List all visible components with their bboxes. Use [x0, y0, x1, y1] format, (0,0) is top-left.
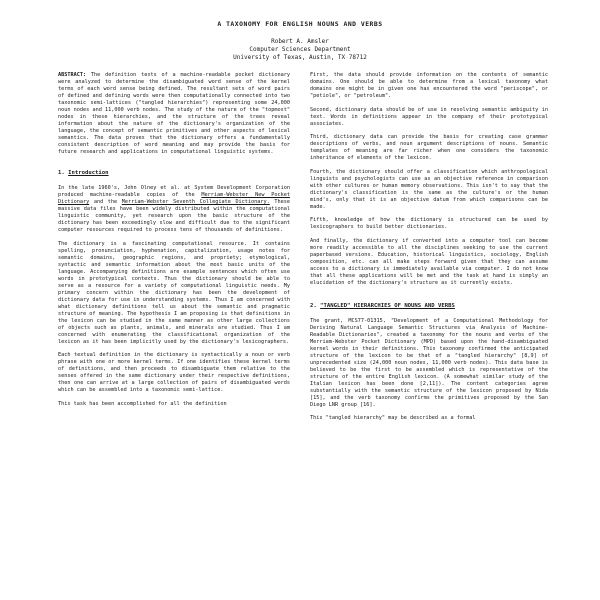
intro-paragraph-3: Each textual definition in the dictionary is syntactically a noun or verb phrase with one or more kernel terms. If one identifies these kernel terms of definitions, and then proceeds to disambiguate them relative to the senses offered in the same dictionary under their respective definitions, then one can arrive at a large collection of pairs of disambiguated words which can be assembled into a taxonomic semi-lattice.: [58, 352, 290, 393]
right-paragraph-2: Second, dictionary data should be of use in resolving semantic ambiguity in text. Words in definitions appear in the company of their prototypical associates.: [310, 106, 548, 127]
abstract-paragraph: [58, 72, 290, 156]
author-name: Robert A. Amsler: [271, 38, 329, 45]
right-column: [310, 72, 548, 429]
section-title: "TANGLED" HIERARCHIES OF NOUNS AND VERBS: [320, 302, 455, 309]
right-paragraph-6: And finally, the dictionary if converted into a computer tool can become more readily accessible to all the disciplines seeking to use the current paperbased versions. Education, historical linguistics, sociology, English composition, etc. can all make steps forward given that they can assume access to a dictionary is immediately available via computer. I do not know that all these applications will be met and the task at hand is simply an elucidation of the dictionary's structure as it currently exists.: [310, 237, 548, 286]
text-run: and the: [93, 199, 118, 205]
abstract-label: ABSTRACT:: [58, 72, 87, 78]
right-paragraph-4: Fourth, the dictionary should offer a classification which anthropological linguists and psychologists can use as an objective reference in comparison with other cultures or human memory observations. This isn't to say that the dictionary's classification is the same as the culture's or the human mind's, only that it is an objective datum from which comparisons can be made.: [310, 168, 548, 210]
section-heading-introduction: [58, 170, 290, 177]
intro-paragraph-4: This task has been accomplished for all the definition: [58, 400, 227, 407]
intro-paragraph-2: The dictionary is a fascinating computational resource. It contains spelling, pronunciation, hyphenation, capitalization, usage notes for semantic domains, geographic regions, and propriety; etymological, syntactic and semantic information about the most basic units of the language. Accompanying definitions are example sentences which often use words in prototypical contexts. Thus the dictionary should be able to serve as a resource for a variety of computational linguistic needs. My primary concern within the dictionary has been the development of dictionary data for use in understanding systems. Thus I am concerned with what dictionary definitions tell us about the semantic and pragmatic structure of meaning. The hypothesis I am proposing is that definitions in the lexicon can be studied in the same manner as other large collections of objects such as plants, animals, and minerals are studied. Thus I am concerned with enumerating the classificational organization of the lexicon as it has been implicitly used by the dictionary's lexicographers.: [58, 240, 290, 345]
right-paragraph-3: Third, dictionary data can provide the basis for creating case grammar descriptions of verbs, and noun argument descriptions of nouns. Semantic templates of meaning are far richer when one considers the taxonomic inheritance of elements of the lexicon.: [310, 134, 548, 161]
book-title: Merriam-Webster New Pocket Dictionary: [58, 192, 291, 205]
section-number: 2.: [310, 302, 317, 309]
right-paragraph-1: First, the data should provide information on the contents of semantic domains. One should be able to determine from a lexical taxonomy what domains one might be in given one has encountered the word "periscope", or "petiole", or "petroleum".: [310, 72, 548, 99]
author-affiliation: University of Texas, Austin, TX 78712: [233, 54, 367, 61]
paper-title: A TAXONOMY FOR ENGLISH NOUNS AND VERBS: [217, 20, 383, 28]
book-title: Merriam-Webster Seventh Collegiate Dictionary.: [121, 199, 270, 205]
section2-paragraph-2: This "tangled hierarchy" may be described as a formal: [310, 415, 476, 421]
text-run: These massive data files have been widely distributed within the computational linguistic community, yet research upon the basic structure of the dictionary has been exceedingly slow and difficult due to the significant computer resources required to process tens of thousands of definitions.: [58, 199, 291, 233]
right-paragraph-5: Fifth, knowledge of how the dictionary is structured can be used by lexicographers to build better dictionaries.: [310, 217, 548, 230]
left-column: [58, 72, 290, 414]
intro-paragraph-1: [58, 185, 290, 234]
author-department: Computer Sciences Department: [249, 46, 351, 53]
section2-paragraph-1: The grant, MCS77-01315, "Development of a Computational Methodology for Deriving Natural Language Semantic Structures via Analysis of Machine-Readable Dictionaries", created a taxonomy for the nouns and verbs of the Merriam-Webster Pocket Dictionary (MPD) based upon the hand-disambiguated kernel words in their definitions. This taxonomy confirmed the anticipated structure of the lexicon to be that of a "tangled hierarchy" [8,9] of unprecedented size (24,000 noun nodes, 11,000 verb nodes). This data base is believed to be the first to be assembled which is representative of the structure of the entire English lexicon. (A somewhat similar study of the Italian lexicon has been done [2,11]). The content categories agree substantially with the semantic structure of the lexicon proposed by Nida [15], and the verb taxonomy confirms the primitives proposed by the San Diego LNR group [16].: [310, 317, 548, 408]
section-number: 1.: [58, 170, 65, 176]
text-run: In the late 1960's, John Olney et al. at System Development Corporation produced machine-readable copies of the: [58, 185, 290, 198]
section-heading-hierarchies: [310, 303, 548, 310]
section-title: Introduction: [68, 170, 109, 176]
abstract-text: The definition texts of a machine-readable pocket dictionary were analyzed to determine the disambiguated word sense of the kernel terms of each word sense being defined. The resultant sets of word pairs of defined and defining words were then computationally connected into two taxonomic semi-lattices ("tangled hierarchies") representing some 24,000 noun nodes and 11,000 verb nodes. The study of the nature of the "topmost" nodes in these hierarchies, and the structure of the trees reveal information about the nature of the dictionary's organization of the language, the concept of semantic primitives and other aspects of lexical semantics. The data proves that the dictionary offers a fundamentally consistent description of word meaning and may provide the basis for future research and applications in computational linguistic systems.: [58, 72, 290, 155]
